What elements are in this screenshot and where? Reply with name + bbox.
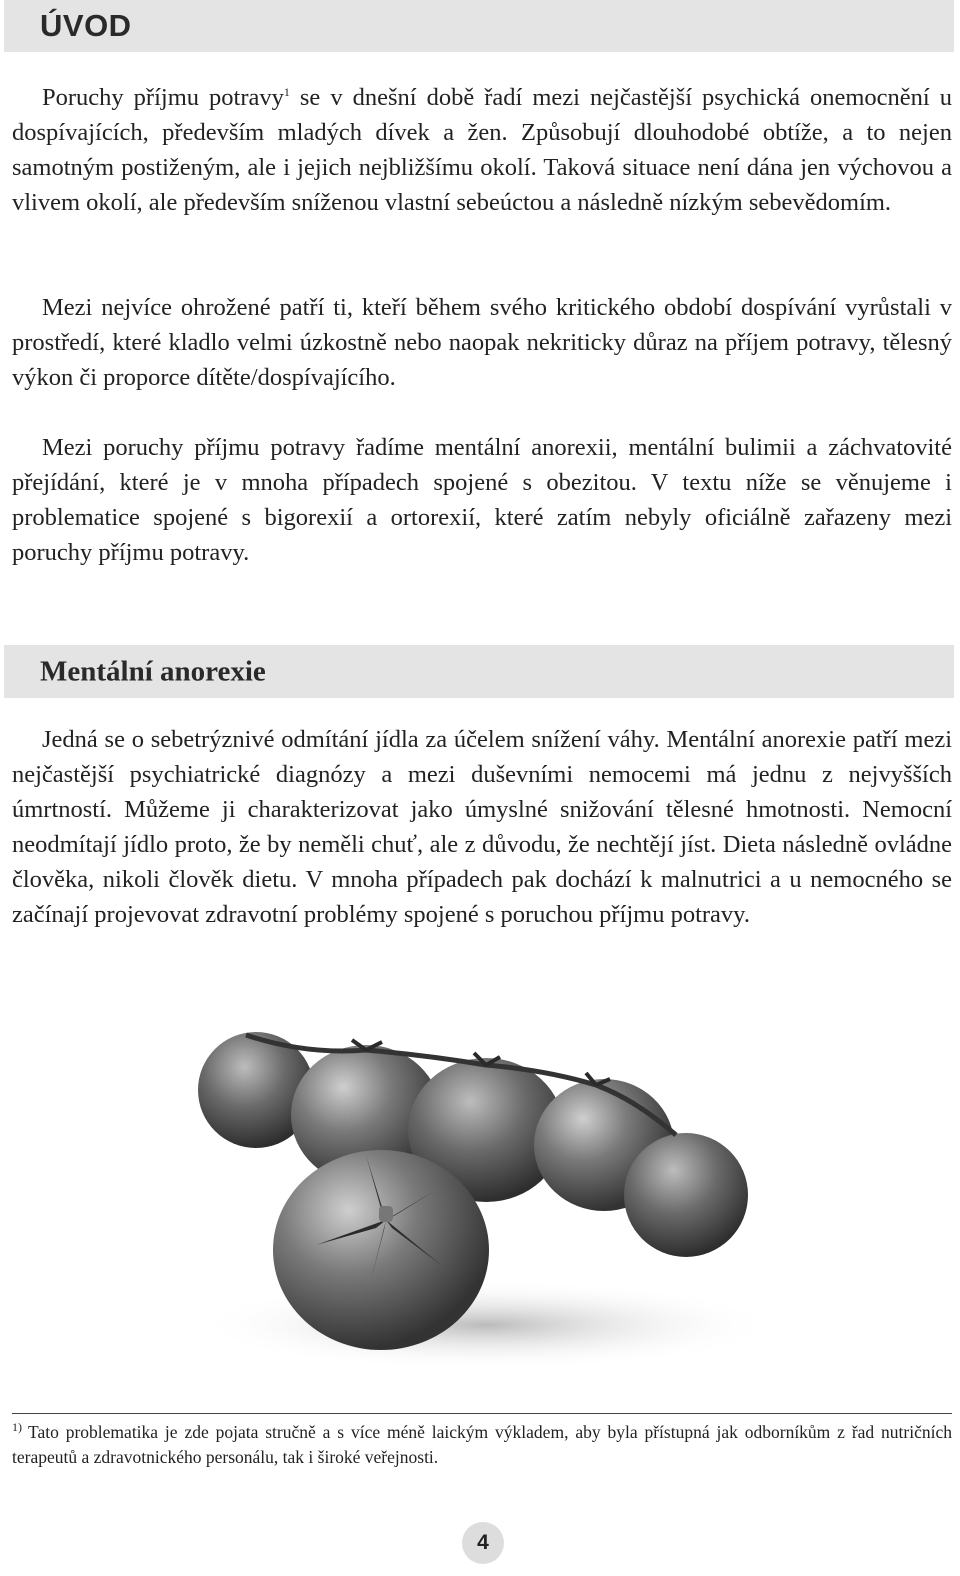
section-heading-bar-intro [4,0,954,52]
intro-paragraph-3: Mezi poruchy příjmu potravy řadíme mentální anorexii, mentální bulimii a záchvatovité přejídání, které je v mnoha případech spojené s obezitou. V textu níže se věnujeme i problematice spojené s bigorexií a ortorexií, které zatím nebyly oficiálně zařazeny mezi poruchy příjmu potravy. [12,434,952,566]
section-heading-bar-anorexia [4,645,954,698]
footnote-divider [12,1413,952,1414]
intro-paragraph-1-start: Poruchy příjmu potravy [42,84,284,111]
footnote-reference[interactable]: 1 [283,84,290,99]
tomatoes-photo [186,995,780,1387]
footnote-mark: 1) [12,1420,22,1435]
footnote [12,1420,952,1470]
section-heading-intro: ÚVOD [40,8,132,43]
anorexia-paragraph-1: Jedná se o sebetrýznivé odmítání jídla za účelem snížení váhy. Mentální anorexie patří mezi nejčastější psychiatrické diagnózy a mezi duševními nemocemi má jednu z nejvyšších úmrtností. Můžeme ji charakterizovat jako úmyslné snižování tělesné hmotnosti. Nemocní neodmítají jídlo proto, že by neměli chuť, ale z důvodu, že nechtějí jíst. Dieta následně ovládne člověka, nikoli člověk dietu. V mnoha případech pak dochází k malnutrici a u nemocného se začínají projevovat zdravotní problémy spojené s poruchou příjmu potravy. [12,726,952,928]
footnote-text: Tato problematika je zde pojata stručně a s více méně laickým výkladem, aby byla přístupná jak odborníkům z řad nutričních terapeutů a zdravotnického personálu, tak i široké veřejnosti. [12,1422,952,1467]
intro-paragraph-2: Mezi nejvíce ohrožené patří ti, kteří během svého kritického období dospívání vyrůstali v prostředí, které kladlo velmi úzkostně nebo naopak nekriticky důraz na příjem potravy, tělesný výkon či proporce dítěte/dospívajícího. [12,294,952,391]
intro-paragraph-1 [12,80,952,220]
section-heading-anorexia: Mentální anorexie [40,655,266,687]
front-tomato [273,1150,489,1350]
page-number: 4 [462,1522,504,1564]
intro-paragraph-1-rest: se v dnešní době řadí mezi nejčastější psychická onemocnění u dospívajících, především mladých dívek a žen. Způsobují dlouhodobé obtíže, a to nejen samotným postiženým, ale i jejich nejbližšímu okolí. Taková situace není dána jen výchovou a vlivem okolí, ale především sníženou vlastní sebeúctou a následně nízkým sebevědomím. [12,84,953,216]
